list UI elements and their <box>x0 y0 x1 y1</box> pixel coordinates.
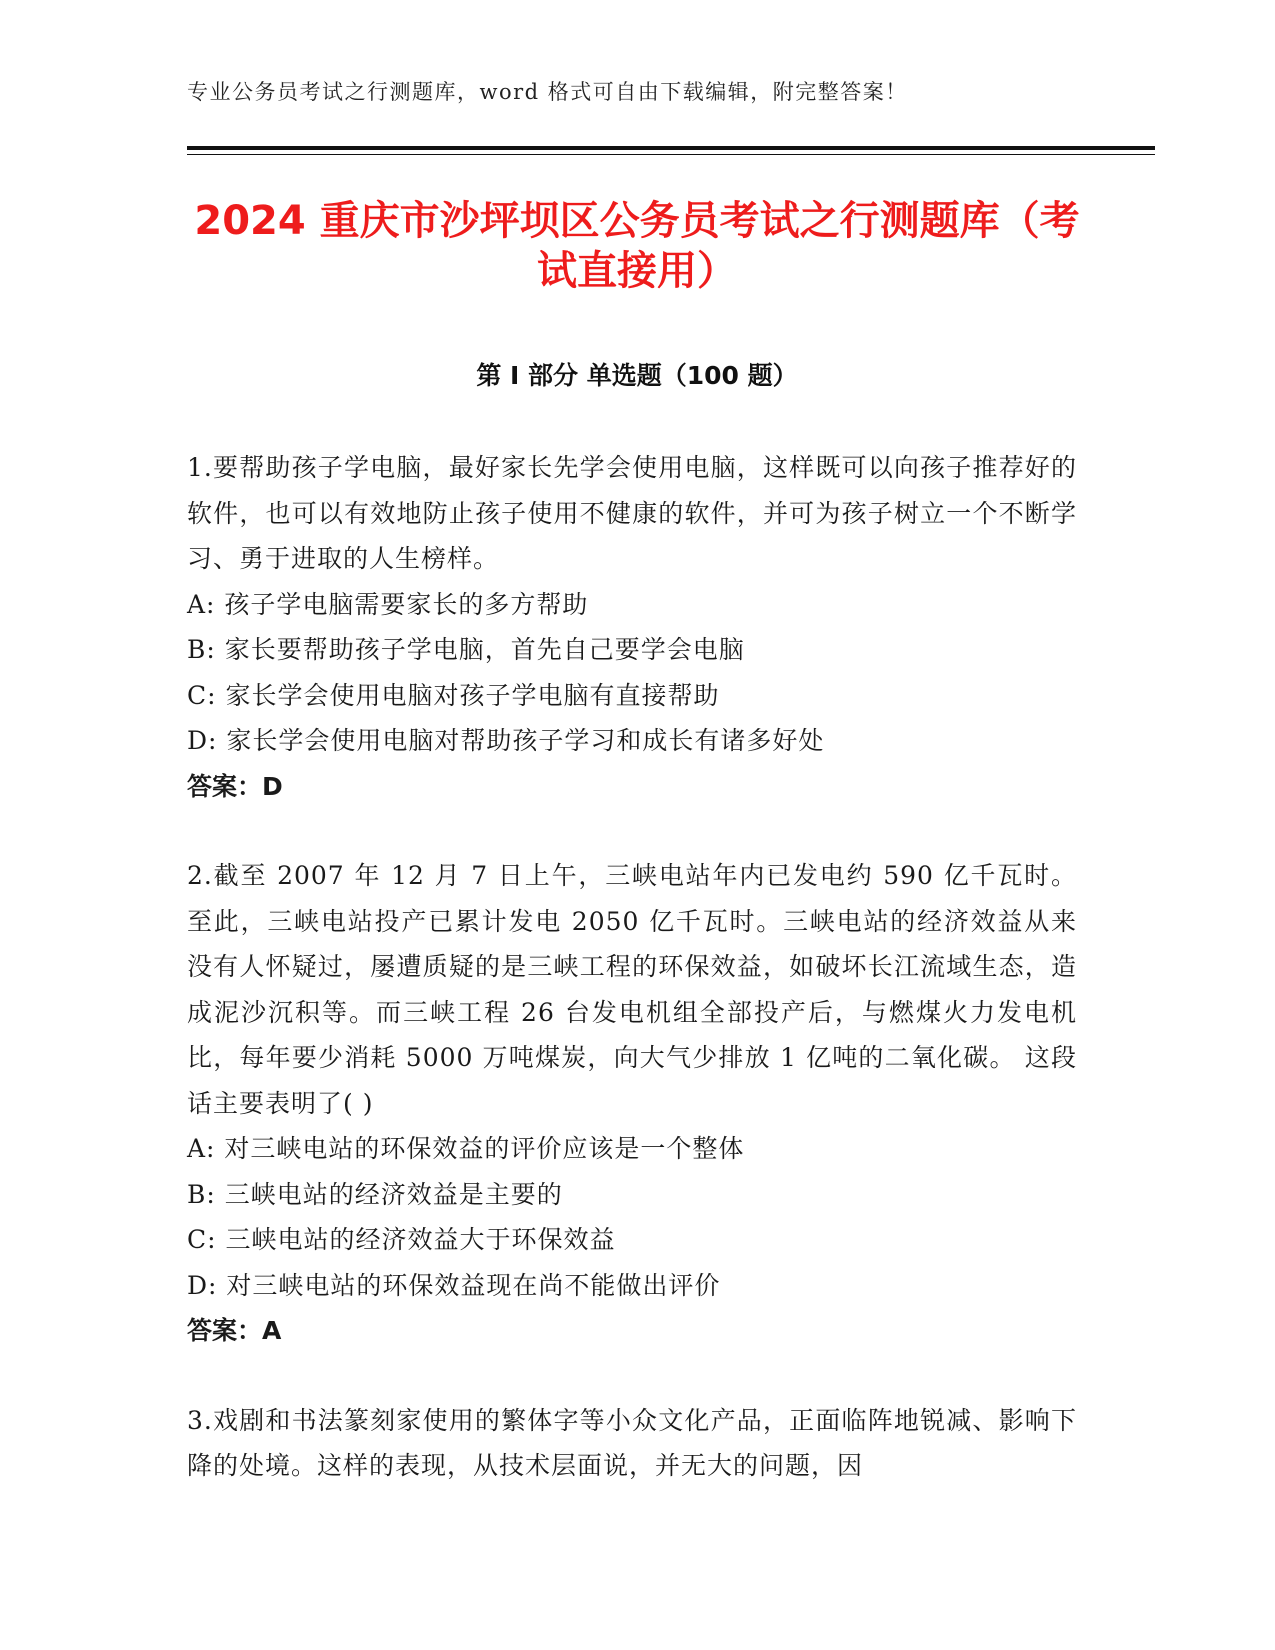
answer: 答案：D <box>187 771 283 801</box>
header-divider-thin <box>187 154 1155 155</box>
option-c: C: 三峡电站的经济效益大于环保效益 <box>187 1225 616 1254</box>
question-list <box>187 445 1077 1533</box>
option-d: D: 家长学会使用电脑对帮助孩子学习和成长有诸多好处 <box>187 726 825 755</box>
option-c: C: 家长学会使用电脑对孩子学电脑有直接帮助 <box>187 680 720 710</box>
option-a: A: 对三峡电站的环保效益的评价应该是一个整体 <box>187 1134 745 1163</box>
section-heading: 第 I 部分 单选题（100 题） <box>476 361 798 390</box>
question-2 <box>187 853 1077 1354</box>
header-divider-thick <box>187 146 1155 150</box>
option-a: A: 孩子学电脑需要家长的多方帮助 <box>187 589 589 619</box>
header-note: 专业公务员考试之行测题库，word 格式可自由下载编辑，附完整答案！ <box>187 80 908 104</box>
question-stem: 1.要帮助孩子学电脑，最好家长先学会使用电脑，这样既可以向孩子推荐好的软件，也可以有效地防止孩子使用不健康的软件，并可为孩子树立一个不断学习、勇于进取的人生榜样。 <box>187 453 1077 573</box>
option-d: D: 对三峡电站的环保效益现在尚不能做出评价 <box>187 1270 721 1300</box>
question-1 <box>187 445 1077 809</box>
option-b: B: 家长要帮助孩子学电脑，首先自己要学会电脑 <box>187 635 745 664</box>
answer: 答案：A <box>187 1316 282 1345</box>
question-stem: 2.截至 2007 年 12 月 7 日上午，三峡电站年内已发电约 590 亿千瓦时。至此，三峡电站投产已累计发电 2050 亿千瓦时。三峡电站的经济效益从来没有人怀疑过，屡遭质疑的是三峡工程的环保效益，如破坏长江流域生态，造成泥沙沉积等。而三峡工程 26 台发电机组全部投产后，与燃煤火力发电机比，每年要少消耗 5000 万吨煤炭，向大气少排放 1 亿吨的二氧化碳。 这段话主要表明了( ) <box>187 861 1077 1118</box>
question-3 <box>187 1398 1077 1489</box>
document-title: 2024 重庆市沙坪坝区公务员考试之行测题库（考试直接用） <box>194 198 1080 294</box>
option-b: B: 三峡电站的经济效益是主要的 <box>187 1179 563 1209</box>
question-stem: 3.戏剧和书法篆刻家使用的繁体字等小众文化产品，正面临阵地锐减、影响下降的处境。这样的表现，从技术层面说，并无大的问题，因 <box>187 1405 1077 1480</box>
